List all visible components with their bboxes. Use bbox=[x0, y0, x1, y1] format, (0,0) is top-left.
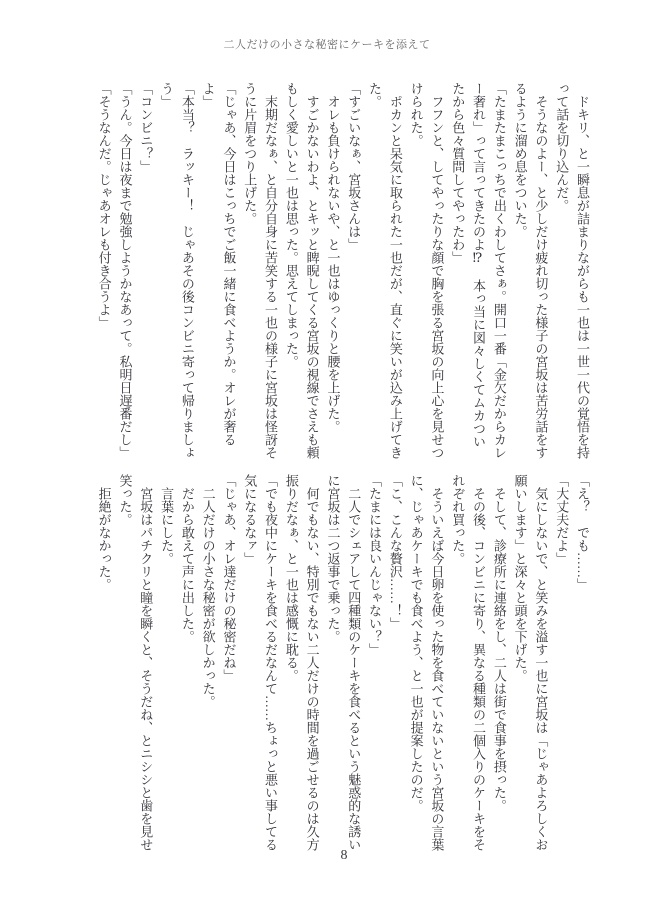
paragraph: 気にしないで、と笑みを溢す一也に宮坂は「じゃあよろしくお願いします」と深々と頭を下げた。 bbox=[512, 474, 549, 851]
paragraph: 何でもない、特別でもない二人だけの時間を過ごせるのは久方振りだなぁ、と一也は感慨に耽る。 bbox=[283, 474, 320, 851]
paragraph: 「すごいなぁ、宮坂さんは」 bbox=[346, 82, 362, 251]
paragraph: 「こ、こんな贅沢……！」 bbox=[387, 474, 403, 630]
paragraph: 拒絶がなかった。 bbox=[96, 487, 112, 591]
paragraph: 「じゃあ、今日はこっちでご飯一緒に食べようか。オレが奢るよ」 bbox=[200, 82, 237, 446]
paragraph: フフンと、してやったりな顔で胸を張る宮坂の向上心を見せつけられた。 bbox=[408, 82, 445, 459]
paragraph: 宮坂はパチクリと瞳を瞬くと、そうだね、とニシシと歯を見せ笑った。 bbox=[117, 474, 154, 851]
paragraph: 言葉にした。 bbox=[159, 487, 175, 565]
paragraph: 「たまには良いんじゃない？」 bbox=[367, 474, 383, 656]
page-header-title: 二人だけの小さな秘密にケーキを添えて bbox=[223, 39, 431, 51]
paragraph: 「コンビニ？」 bbox=[138, 82, 154, 173]
text-block-top bbox=[87, 82, 592, 460]
paragraph: 「大丈夫だよ」 bbox=[554, 474, 570, 565]
paragraph: そういえば今日卵を使った物を食べていないという宮坂の言葉に、じゃあケーキでも食べよう、と一也が提案したのだ。 bbox=[408, 474, 445, 851]
paragraph: 「うん。今日は夜まで勉強しようかなあって。私明日遅番だし」 bbox=[117, 82, 133, 459]
paragraph: オレも負けられないや、と一也はゆっくりと腰を上げた。 bbox=[325, 95, 341, 433]
text-block-bottom bbox=[87, 474, 592, 852]
paragraph: ドキリ、と一瞬息が詰まりながらも一也は一世一代の覚悟を持って話を切り込んだ。 bbox=[554, 82, 590, 459]
paragraph: 「でも夜中にケーキを食べるだなんて……ちょっと悪い事してる気になるなァ」 bbox=[242, 474, 279, 851]
paragraph: 「本当？ ラッキー！ じゃあその後コンビニ寄って帰りましょう」 bbox=[159, 82, 195, 459]
paragraph: すごかないわよ、とキッと睥睨してくる宮坂の視線でさえも頼もしく愛しいと一也は思った。思えてしまった。 bbox=[283, 82, 320, 459]
paragraph: そうなのよー、と少しだけ疲れ切った様子の宮坂は苦労話をするように溜め息をついた。 bbox=[512, 82, 549, 459]
paragraph: 「たまたまこっちで出くわしてさぁ。開口一番「金欠だからカレー奢れ」って言ってきたのよ⁉ 本っ当に図々しくてムカついたから色々質問してやったわ」 bbox=[450, 82, 507, 459]
paragraph: ポカンと呆気に取られた一也だが、直ぐに笑いが込み上げてきた。 bbox=[367, 82, 403, 459]
paragraph: 末期だなぁ、と自分自身に苦笑する一也の様子に宮坂は怪訝そうに片眉をつり上げた。 bbox=[242, 82, 279, 459]
paragraph: 「そうなんだ。じゃあオレも付き合うよ」 bbox=[96, 82, 112, 329]
paragraph: 「え？ でも……」 bbox=[575, 474, 590, 591]
paragraph: そして、診療所に連絡をし、二人は街で食事を摂った。 bbox=[491, 487, 507, 812]
paragraph: 「じゃあ、オレ達だけの秘密だね」 bbox=[221, 474, 237, 682]
paragraph: 二人だけの小さな秘密が欲しかった。 bbox=[200, 487, 216, 708]
paragraph: 二人でシェアして四種類のケーキを食べるという魅惑的な誘いに宮坂は二つ返事で乗った。 bbox=[325, 474, 362, 851]
page-number: 8 bbox=[340, 848, 348, 863]
paragraph: その後、コンビニに寄り、異なる種類の二個入りのケーキをそれぞれ買った。 bbox=[450, 474, 487, 851]
paragraph: だから敢えて声に出した。 bbox=[179, 487, 195, 643]
